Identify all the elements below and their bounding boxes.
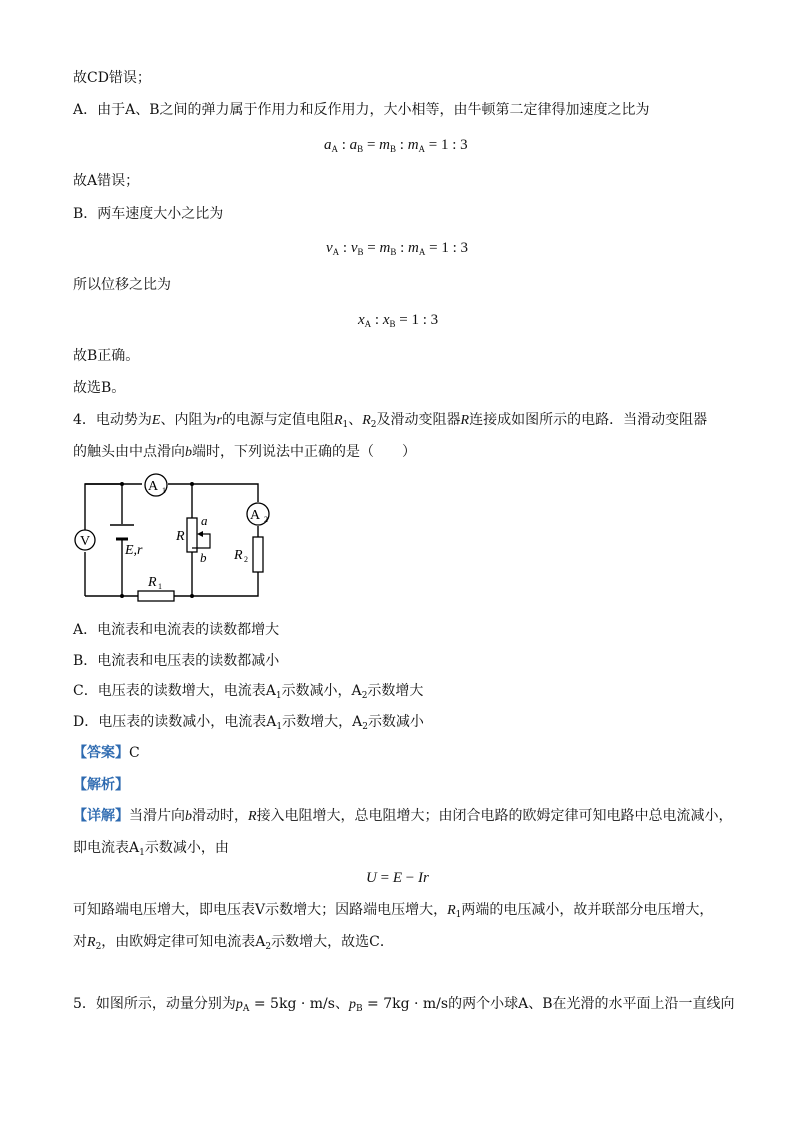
text-line: 所以位移之比为 [73,277,171,293]
analysis-heading: 【解析】 [73,777,129,793]
r1-sub: 1 [158,582,162,591]
text-line: 故A错误； [73,173,140,189]
junction-dot [190,594,194,598]
text-line: B．两车速度大小之比为 [73,206,224,222]
option-a: A．电流表和电流表的读数都增大 [73,622,280,638]
r2-sub: 2 [244,555,248,564]
rheostat-r [187,518,197,552]
terminal-a-label: a [201,513,208,528]
junction-dot [190,482,194,486]
answer-label: 【答案】 [73,745,129,761]
explanation-line-1: 【详解】当滑片向b滑动时，R接入电阻增大，总电阻增大；由闭合电路的欧姆定律可知电路中总电流减小， [73,808,733,824]
junction-dot [120,482,124,486]
r1-label: R [148,575,157,590]
formula-ohm-law: U = E − Ir [366,870,429,886]
text-line: 故B正确。 [73,348,140,364]
option-d: D．电压表的读数减小，电流表$A_1$示数增大，$A_2$示数减小 [73,714,424,732]
formula-displacement: $x_A$ : $x_B = 1$ : 3 [358,312,439,329]
question-4-stem: 4．电动势为E、内阻为r的电源与定值电阻$R_1$、$R_2$及滑动变阻器R连接成如图所示的电路．当滑动变阻器 [73,412,708,430]
explanation-line-4: 对$R_2$，由欧姆定律可知电流表$A_2$示数增大，故选C． [73,934,394,952]
resistor-r1 [138,591,174,601]
r2-label: R [234,548,243,563]
ammeter-a1-label: A [147,479,159,494]
ammeter-a1-sub: 1 [162,486,166,495]
resistor-r2 [253,537,263,572]
ammeter-a2-sub: 2 [264,515,268,524]
junction-dot [120,594,124,598]
answer-line [73,743,140,763]
option-b: B．电流表和电压表的读数都减小 [73,653,280,669]
emf-label: E,r [125,543,143,558]
voltmeter-label: V [79,534,91,549]
circuit-diagram [70,472,280,607]
text-line: A．由于A、B之间的弹力属于作用力和反作用力，大小相等，由牛顿第二定律得加速度之比为 [73,102,650,118]
terminal-b-label: b [200,550,207,565]
option-c: C．电压表的读数增大，电流表$A_1$示数减小，$A_2$示数增大 [73,683,424,701]
question-4-stem-cont: 的触头由中点滑向b端时，下列说法中正确的是（ ） [73,444,416,460]
formula-velocity: $v_A$ : $v_B = m_B$ : $m_A = 1$ : 3 [326,240,469,257]
ammeter-a2-label: A [249,508,261,523]
explanation-line-2: 即电流表$A_1$示数减小，由 [73,840,229,858]
text-line: 故选B。 [73,380,126,396]
text-line: 故CD错误； [73,70,151,86]
slider-arrow-icon [197,531,203,537]
rheostat-label: R [176,529,185,544]
formula-acceleration: $a_A$ : $a_B = m_B$ : $m_A = 1$ : 3 [324,137,468,154]
explanation-line-3: 可知路端电压增大，即电压表V示数增大；因路端电压增大，$R_1$两端的电压减小，故并联部分电压增大， [73,902,714,920]
question-5-stem: 5．如图所示，动量分别为$p_A = 5kg \cdot m/s$、$p_B = 7kg \cdot m/s$的两个小球A、B在光滑的水平面上沿一直线向 [73,996,735,1014]
answer-value: C [129,745,140,761]
